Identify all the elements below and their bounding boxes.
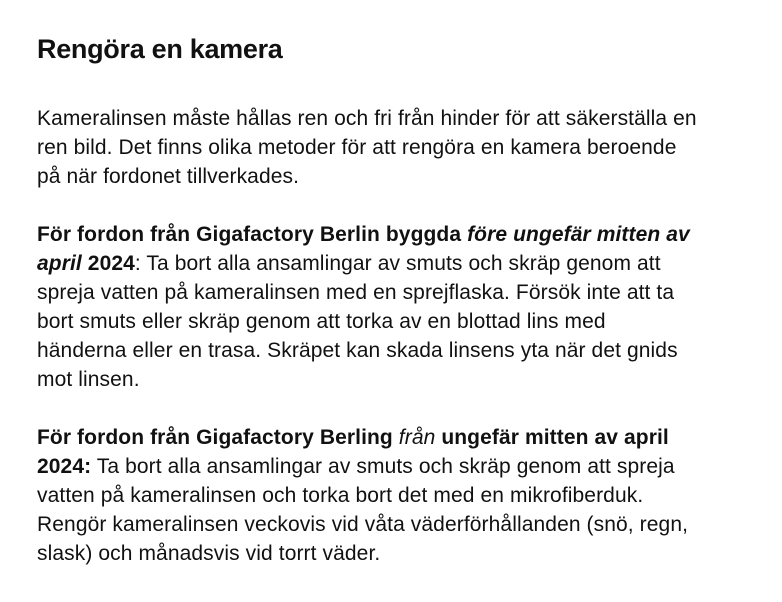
before-april-2024-paragraph (37, 220, 697, 394)
intro-paragraph: Kameralinsen måste hållas ren och fri från hinder för att säkerställa en ren bild. Det finns olika metoder för att rengöra en kamera beroende på när fordonet tillverkades. (37, 107, 697, 188)
after-text: Ta bort alla ansamlingar av smuts och skräp genom att spreja vatten på kameralinsen och torka bort det med en mikrofiberduk. Rengör kameralinsen veckovis vid våta väderförhållanden (snö, regn, slask) och månadsvis vid torrt väder. (37, 455, 689, 565)
from-april-2024-paragraph (37, 423, 697, 568)
after-lead-bold: För fordon från Gigafactory Berling (37, 426, 399, 449)
before-colon: : (134, 252, 141, 275)
before-text: Ta bort alla ansamlingar av smuts och skräp genom att spreja vatten på kameralinsen med en sprejflaska. Försök inte att ta bort smuts eller skräp genom att torka av en blottad lins med händerna eller en trasa. Skräpet kan skada linsens yta när det gnids mot linsen. (37, 252, 678, 391)
before-lead-italic: före ungefär mitten av april (37, 223, 690, 275)
after-lead-italic: från (398, 426, 436, 449)
page-title: Rengöra en kamera (37, 34, 283, 64)
before-lead-bold: För fordon från Gigafactory Berlin byggda (37, 223, 468, 246)
before-lead-bold-end: 2024 (81, 252, 135, 275)
after-lead-bold-end: ungefär mitten av april 2024: (37, 426, 669, 478)
